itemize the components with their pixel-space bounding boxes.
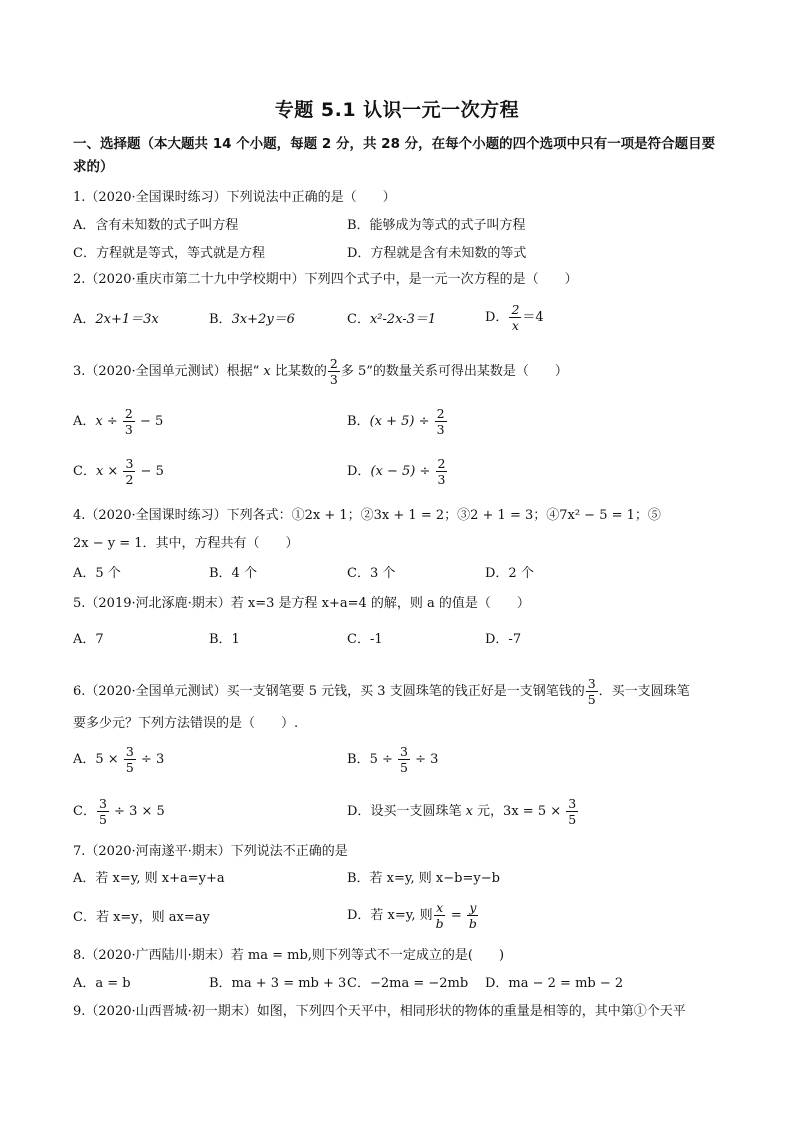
fraction-denominator: 5 <box>568 812 577 827</box>
section-heading <box>73 133 733 179</box>
question-7-option-c: C．若 x=y，则 ax=ay <box>73 910 210 925</box>
option-expression: ÷ 3 <box>410 752 439 767</box>
question-7-stem: 7.（2020·河南遂平·期末）下列说法不正确的是 <box>73 844 348 859</box>
question-7-option-a: A．若 x=y, 则 x+a=y+a <box>73 871 225 886</box>
fraction-numerator: 3 <box>125 744 134 759</box>
question-7-option-b: B．若 x=y, 则 x−b=y−b <box>347 871 500 886</box>
question-4-option-d: D．2 个 <box>485 566 534 581</box>
fraction-denominator: b <box>468 916 477 931</box>
fraction-numerator: 3 <box>98 796 107 811</box>
option-expression: x²-2x-3＝1 <box>369 312 437 327</box>
fraction-denominator: 3 <box>124 422 133 437</box>
option-expression: 3x+2y＝6 <box>231 312 295 327</box>
question-3-option-b <box>347 406 448 437</box>
question-1-option-a: A．含有未知数的式子叫方程 <box>73 218 239 233</box>
fraction-denominator: 2 <box>125 472 134 487</box>
option-label: B． <box>209 312 232 327</box>
question-8-option-a: A．a = b <box>73 976 131 991</box>
option-expression: 5 × <box>95 752 123 767</box>
option-expression: − 5 <box>135 414 164 429</box>
option-label: A． <box>73 414 96 429</box>
question-3-stem <box>73 356 733 387</box>
option-expression: 设买一支圆珠笔 <box>370 804 466 819</box>
option-label: A． <box>73 312 96 327</box>
option-expression: (x + 5) ÷ <box>369 414 434 429</box>
fraction-numerator: 3 <box>568 796 577 811</box>
option-expression: 5 ÷ <box>369 752 397 767</box>
question-1-option-d: D．方程就是含有未知数的等式 <box>347 246 527 261</box>
option-label: C． <box>73 804 96 819</box>
stem-variable: x <box>259 364 275 379</box>
fraction-denominator: 5 <box>98 812 107 827</box>
stem-text: 6.（2020·全国单元测试）买一支钢笔要 5 元钱，买 3 支圆珠笔的钱正好是一支钢笔钱的 <box>73 684 585 699</box>
question-8-option-c: C．−2ma = −2mb <box>347 976 469 991</box>
question-2-option-d <box>485 302 544 333</box>
fraction-numerator: 2 <box>511 302 520 317</box>
fraction-numerator: 2 <box>437 456 446 471</box>
fraction <box>566 796 578 827</box>
stem-text: 比某数的 <box>274 364 327 379</box>
fraction-numerator: 2 <box>124 406 133 421</box>
stem-text: ．买一支圆珠笔 <box>598 684 690 699</box>
question-4-option-a: A．5 个 <box>73 566 121 581</box>
fraction <box>123 456 135 487</box>
question-5-stem: 5.（2019·河北涿鹿·期末）若 x=3 是方程 x+a=4 的解，则 a 的值是（ ） <box>73 596 530 611</box>
fraction-numerator: 2 <box>436 406 445 421</box>
question-5-option-a: A．7 <box>73 632 104 647</box>
question-5-option-b: B．1 <box>209 632 240 647</box>
fraction-denominator: 5 <box>400 760 408 775</box>
fraction-numerator: y <box>469 900 477 915</box>
stem-text: 多 5”的数量关系可得出某数是（ ） <box>340 364 568 379</box>
option-expression: ÷ 3 × 5 <box>109 804 165 819</box>
question-6-option-a <box>73 744 164 775</box>
fraction-denominator: 3 <box>436 422 445 437</box>
question-7-option-d <box>347 900 480 931</box>
question-2-option-a <box>73 310 159 330</box>
option-expression: 元，3x = 5 × <box>472 804 566 819</box>
fraction-numerator: x <box>436 900 444 915</box>
fraction <box>467 900 479 931</box>
fraction-numerator: 2 <box>329 356 338 371</box>
question-4-option-c: C．3 个 <box>347 566 396 581</box>
fraction <box>398 744 410 775</box>
fraction-denominator: x <box>511 318 519 333</box>
option-expression: (x − 5) ÷ <box>370 464 435 479</box>
question-1-option-c: C．方程就是等式，等式就是方程 <box>73 246 265 261</box>
fraction-denominator: 5 <box>125 760 134 775</box>
option-label: A． <box>73 752 96 767</box>
question-6-option-c <box>73 796 165 827</box>
question-2-stem: 2.（2020·重庆市第二十九中学校期中）下列四个式子中，是一元一次方程的是（ ） <box>73 272 578 287</box>
option-label: B． <box>347 752 370 767</box>
question-8-option-b: B．ma + 3 = mb + 3 <box>209 976 347 991</box>
fraction-denominator: 5 <box>587 692 596 707</box>
question-5-option-d: D．-7 <box>485 632 522 647</box>
option-label: C． <box>347 312 370 327</box>
option-text: D．若 x=y, 则 <box>347 908 433 923</box>
option-expression: 2x+1＝3x <box>95 312 159 327</box>
question-2-option-b <box>209 310 295 330</box>
question-3-option-a <box>73 406 163 437</box>
fraction <box>124 744 136 775</box>
stem-text: 3.（2020·全国单元测试）根据“ <box>73 364 260 379</box>
fraction-denominator: b <box>435 916 444 931</box>
question-6-option-b <box>347 744 438 775</box>
question-8-stem: 8.（2020·广西陆川·期末）若 ma = mb,则下列等式不一定成立的是( ) <box>73 948 505 963</box>
question-6-option-d <box>347 796 579 827</box>
section-heading-line2: 求的） <box>73 159 114 175</box>
question-1-option-b: B．能够成为等式的式子叫方程 <box>347 218 526 233</box>
fraction <box>586 676 598 707</box>
option-expression: x ÷ <box>95 414 122 429</box>
fraction-numerator: 3 <box>587 676 596 691</box>
fraction <box>97 796 109 827</box>
question-8-option-d: D．ma − 2 = mb − 2 <box>485 976 624 991</box>
option-expression: ＝4 <box>522 310 544 325</box>
option-expression: ÷ 3 <box>136 752 165 767</box>
question-9-stem: 9.（2020·山西晋城·初一期末）如图，下列四个天平中，相同形状的物体的重量是相等的，其中第①个天平 <box>73 1004 686 1019</box>
fraction <box>509 302 521 333</box>
question-6-stem-continued: 要多少元？下列方法错误的是（ ）. <box>73 716 299 731</box>
option-variable: x <box>465 804 473 819</box>
fraction-numerator: 3 <box>400 744 408 759</box>
fraction-denominator: 3 <box>329 372 338 387</box>
option-label: D． <box>485 310 509 325</box>
question-4-stem: 4.（2020·全国课时练习）下列各式：①2x + 1；②3x + 1 = 2；③2 + 1 = 3；④7x² − 5 = 1；⑤ <box>73 508 661 523</box>
question-6-stem <box>73 676 733 707</box>
question-4-option-b: B．4 个 <box>209 566 257 581</box>
option-label: D． <box>347 464 371 479</box>
option-label: C． <box>73 464 96 479</box>
question-2-option-c <box>347 310 436 330</box>
option-expression: = <box>446 908 466 923</box>
question-3-option-d <box>347 456 448 487</box>
fraction <box>328 356 340 387</box>
option-expression: x × <box>95 464 123 479</box>
option-label: D． <box>347 804 371 819</box>
fraction <box>123 406 135 437</box>
question-4-stem-continued: 2x − y = 1．其中，方程共有（ ） <box>73 536 299 551</box>
fraction <box>436 456 448 487</box>
option-label: B． <box>347 414 370 429</box>
section-heading-line1: 一、选择题（本大题共 14 个小题，每题 2 分，共 28 分，在每个小题的四个选项中只有一项是符合题目要 <box>73 136 716 152</box>
page-title: 专题 5.1 认识一元一次方程 <box>274 99 520 121</box>
option-expression: − 5 <box>136 464 164 479</box>
fraction <box>435 406 447 437</box>
fraction-denominator: 3 <box>437 472 446 487</box>
question-5-option-c: C．-1 <box>347 632 383 647</box>
question-3-option-c <box>73 456 164 487</box>
question-1-stem: 1.（2020·全国课时练习）下列说法中正确的是（ ） <box>73 190 396 205</box>
fraction-numerator: 3 <box>125 456 134 471</box>
fraction <box>434 900 446 931</box>
